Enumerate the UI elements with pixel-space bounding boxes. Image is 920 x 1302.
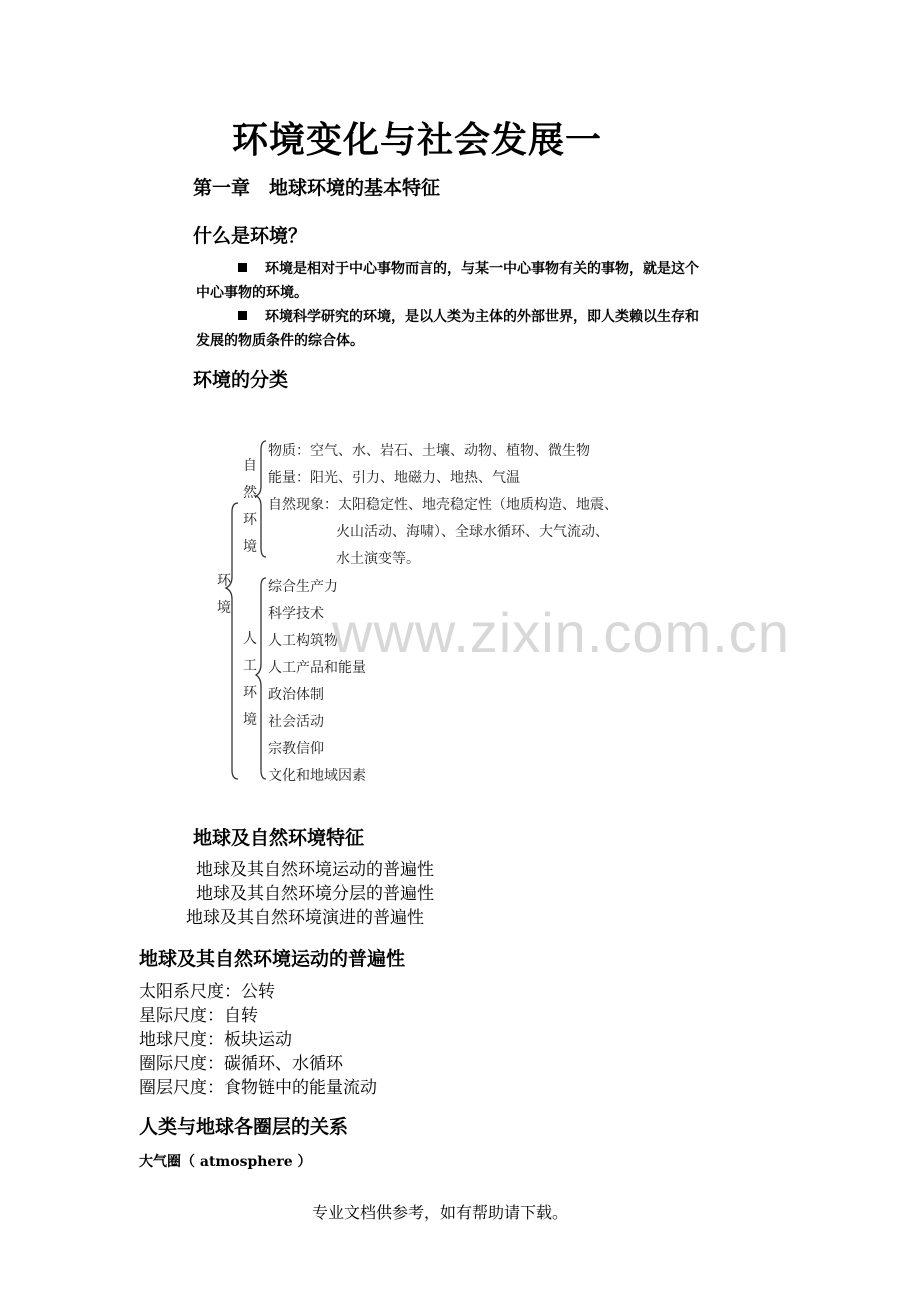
watermark: www.zixin.com.cn: [332, 601, 790, 664]
human-item: 科学技术: [268, 606, 324, 622]
human-item: 社会活动: [268, 714, 324, 730]
bullet-1-line-2: 中心事物的环境。: [196, 285, 308, 301]
human-item: 文化和地域因素: [268, 768, 366, 784]
natural-item: 水土演变等。: [336, 551, 420, 567]
natural-label-char-3: 环: [243, 512, 257, 528]
human-label-char-1: 人: [243, 631, 257, 647]
natural-label-char-4: 境: [243, 539, 257, 555]
root-label-char-1: 环: [217, 573, 231, 589]
scale-item: 地球尺度：板块运动: [139, 1030, 292, 1050]
scale-item: 圈层尺度：食物链中的能量流动: [139, 1078, 377, 1098]
human-item: 人工构筑物: [268, 633, 338, 649]
human-item: 人工产品和能量: [268, 660, 366, 676]
human-item: 宗教信仰: [268, 741, 324, 757]
bullet-2-line-1: 环境科学研究的环境，是以人类为主体的外部世界，即人类赖以生存和: [238, 305, 699, 329]
scale-item: 太阳系尺度：公转: [139, 982, 275, 1002]
feature-item: 地球及其自然环境演进的普遍性: [186, 908, 424, 928]
scale-item: 圈际尺度：碳循环、水循环: [139, 1054, 343, 1074]
root-label-char-2: 境: [217, 600, 231, 616]
human-label-char-3: 环: [243, 685, 257, 701]
section-earth-features: 地球及自然环境特征: [193, 827, 365, 849]
atmosphere-subheading: 大气圈（ atmosphere ）: [139, 1154, 312, 1170]
natural-label-char-1: 自: [243, 458, 257, 474]
chapter-heading: 第一章 地球环境的基本特征: [193, 177, 441, 199]
page-title: 环境变化与社会发展一: [232, 120, 603, 161]
natural-item: 物质：空气、水、岩石、土壤、动物、植物、微生物: [268, 443, 590, 459]
footer-note: 专业文档供参考，如有帮助请下载。: [312, 1203, 569, 1222]
feature-item: 地球及其自然环境分层的普遍性: [196, 884, 434, 904]
scale-item: 星际尺度：自转: [139, 1006, 258, 1026]
feature-item: 地球及其自然环境运动的普遍性: [196, 860, 434, 880]
natural-item: 火山活动、海啸）、全球水循环、大气流动、: [336, 524, 609, 540]
human-item: 综合生产力: [268, 579, 338, 595]
natural-item: 自然现象：太阳稳定性、地壳稳定性（地质构造、地震、: [268, 497, 618, 513]
natural-item: 能量：阳光、引力、地磁力、地热、气温: [268, 470, 520, 486]
section-classification: 环境的分类: [193, 369, 289, 391]
human-label-char-2: 工: [243, 658, 257, 674]
section-human-relation: 人类与地球各圈层的关系: [139, 1116, 349, 1138]
section-what-is: 什么是环境？: [193, 225, 308, 247]
bullet-2-line-2: 发展的物质条件的综合体。: [196, 333, 364, 349]
bullet-1-line-1: 环境是相对于中心事物而言的，与某一中心事物有关的事物，就是这个: [238, 257, 699, 281]
human-label-char-4: 境: [243, 712, 257, 728]
section-motion: 地球及其自然环境运动的普遍性: [139, 948, 406, 970]
human-item: 政治体制: [268, 687, 324, 703]
natural-label-char-2: 然: [243, 485, 257, 501]
